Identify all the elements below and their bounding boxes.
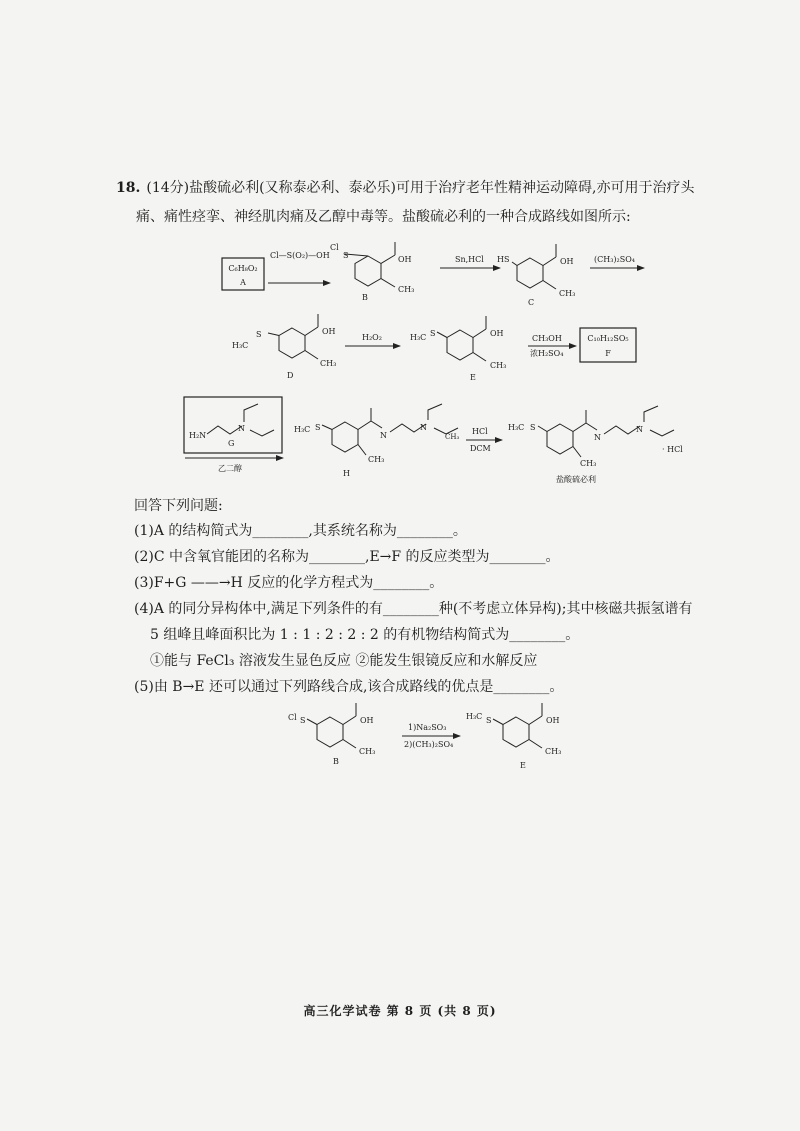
compound-B <box>330 242 414 302</box>
atom-h3c: H₃C <box>410 333 427 342</box>
compound-A-label: A <box>240 278 246 287</box>
atom-s: S <box>430 329 436 338</box>
atom-ch3: CH₃ <box>559 289 576 298</box>
question-4-line-1: (4)A 的同分异构体中,满足下列条件的有________种(不考虑立体异构);其中核磁共振氢谱有 <box>134 601 693 617</box>
atom-ch3: CH₃ <box>359 747 376 756</box>
atom-hs: HS <box>497 255 510 264</box>
answer-prompt: 回答下列问题: <box>134 498 223 514</box>
compound-G-box <box>184 397 282 453</box>
atom-ch3: CH₃ <box>580 459 597 468</box>
atom-s: S <box>486 716 492 725</box>
reagent-dcm: DCM <box>470 444 491 453</box>
arrow-F-G-to-H <box>185 458 283 473</box>
atom-oh: OH <box>322 327 336 336</box>
question-5: (5)由 B→E 还可以通过下列路线合成,该合成路线的优点是________。 <box>134 679 564 695</box>
compound-A-formula: C₆H₈O₂ <box>228 264 258 273</box>
reagent-chlorosulfonic-acid: Cl—S(O₂)—OH <box>270 251 330 260</box>
question-4-line-2: 5 组峰且峰面积比为 1 : 1 : 2 : 2 : 2 的有机物结构简式为________。 <box>150 627 580 643</box>
hcl-tag: · HCl <box>662 445 683 454</box>
arrow-H-to-product <box>466 427 502 453</box>
atom-n: N <box>238 424 245 433</box>
route2-step-2: 2)(CH₃)₂SO₄ <box>404 740 454 749</box>
intro-line-1: (14分)盐酸硫必利(又称泰必利、泰必乐)可用于治疗老年性精神运动障碍,亦可用于治疗头 <box>146 180 695 196</box>
compound-D <box>232 314 336 380</box>
atom-ch3: CH₃ <box>545 747 562 756</box>
atom-s: S <box>315 423 321 432</box>
question-2: (2)C 中含氧官能团的名称为________,E→F 的反应类型为________。 <box>134 549 560 565</box>
intro-line-2: 痛、痛性痉挛、神经肌肉痛及乙醇中毒等。盐酸硫必利的一种合成路线如图所示: <box>136 209 631 225</box>
atom-ch3: CH₃ <box>445 433 460 441</box>
atom-oh: OH <box>560 257 574 266</box>
arrow-B-to-C <box>440 255 500 268</box>
question-1: (1)A 的结构简式为________,其系统名称为________。 <box>134 523 467 539</box>
atom-ch3: CH₃ <box>398 285 415 294</box>
compound-E-label: E <box>470 373 476 382</box>
arrow-D-to-E <box>345 333 400 346</box>
atom-oh: OH <box>490 329 504 338</box>
compound-F-formula: C₁₀H₁₂SO₅ <box>587 334 629 343</box>
product-label: 盐酸硫必利 <box>556 475 596 484</box>
atom-h3c: H₃C <box>294 425 311 434</box>
reagent-conc-sulfuric-acid: 浓H₂SO₄ <box>530 349 564 358</box>
atom-ch3: CH₃ <box>368 455 385 464</box>
atom-oh: OH <box>546 716 560 725</box>
page-footer: 高三化学试卷 第 8 页 (共 8 页) <box>303 1004 497 1018</box>
route2-E-label: E <box>520 761 526 770</box>
arrow-A-to-B <box>268 251 330 283</box>
route2-compound-B <box>288 703 375 766</box>
atom-h2n: H₂N <box>189 431 207 440</box>
reagent-h2o2: H₂O₂ <box>362 333 382 342</box>
atom-s: S <box>256 330 262 339</box>
route2-arrow <box>402 723 460 749</box>
arrow-C-to-D <box>590 255 644 268</box>
atom-n: N <box>420 423 427 432</box>
atom-h3c: H₃C <box>508 423 525 432</box>
compound-F-box <box>580 328 636 362</box>
compound-G-label: G <box>228 439 235 448</box>
atom-cl: Cl <box>288 713 297 722</box>
atom-s: S <box>530 423 536 432</box>
route2-B-label: B <box>333 757 339 766</box>
compound-B-label: B <box>362 293 368 302</box>
compound-A-box <box>222 258 264 290</box>
compound-E <box>410 316 506 382</box>
compound-F-label: F <box>605 349 611 358</box>
compound-H-label: H <box>343 469 350 478</box>
question-3: (3)F+G ——→H 反应的化学方程式为________。 <box>134 575 444 591</box>
reagent-dimethyl-sulfate: (CH₃)₂SO₄ <box>594 255 635 264</box>
atom-s: S <box>343 251 349 260</box>
reagent-ethylene-glycol: 乙二醇 <box>218 464 242 473</box>
atom-cl: Cl <box>330 243 339 252</box>
compound-H <box>294 404 459 478</box>
atom-ch3: CH₃ <box>320 359 337 368</box>
atom-s: S <box>300 716 306 725</box>
atom-h3c: H₃C <box>466 712 483 721</box>
atom-h3c: H₃C <box>232 341 249 350</box>
route2-compound-E <box>466 703 561 770</box>
route2-step-1: 1)Na₂SO₃ <box>408 723 447 732</box>
reagent-methanol: CH₃OH <box>532 334 562 343</box>
question-4-conditions: ①能与 FeCl₃ 溶液发生显色反应 ②能发生银镜反应和水解反应 <box>150 653 538 669</box>
reagent-hcl: HCl <box>472 427 488 436</box>
atom-n: N <box>594 433 601 442</box>
atom-oh: OH <box>360 716 374 725</box>
atom-ch3: CH₃ <box>490 361 507 370</box>
compound-C <box>497 244 575 307</box>
question-number: 18. <box>116 180 141 196</box>
reagent-sn-hcl: Sn,HCl <box>455 255 484 264</box>
compound-tiapride-hydrochloride <box>508 406 683 484</box>
arrow-E-to-F <box>528 334 576 358</box>
atom-n: N <box>636 425 643 434</box>
compound-D-label: D <box>287 371 294 380</box>
atom-oh: OH <box>398 255 412 264</box>
atom-n: N <box>380 431 387 440</box>
compound-C-label: C <box>528 298 535 307</box>
